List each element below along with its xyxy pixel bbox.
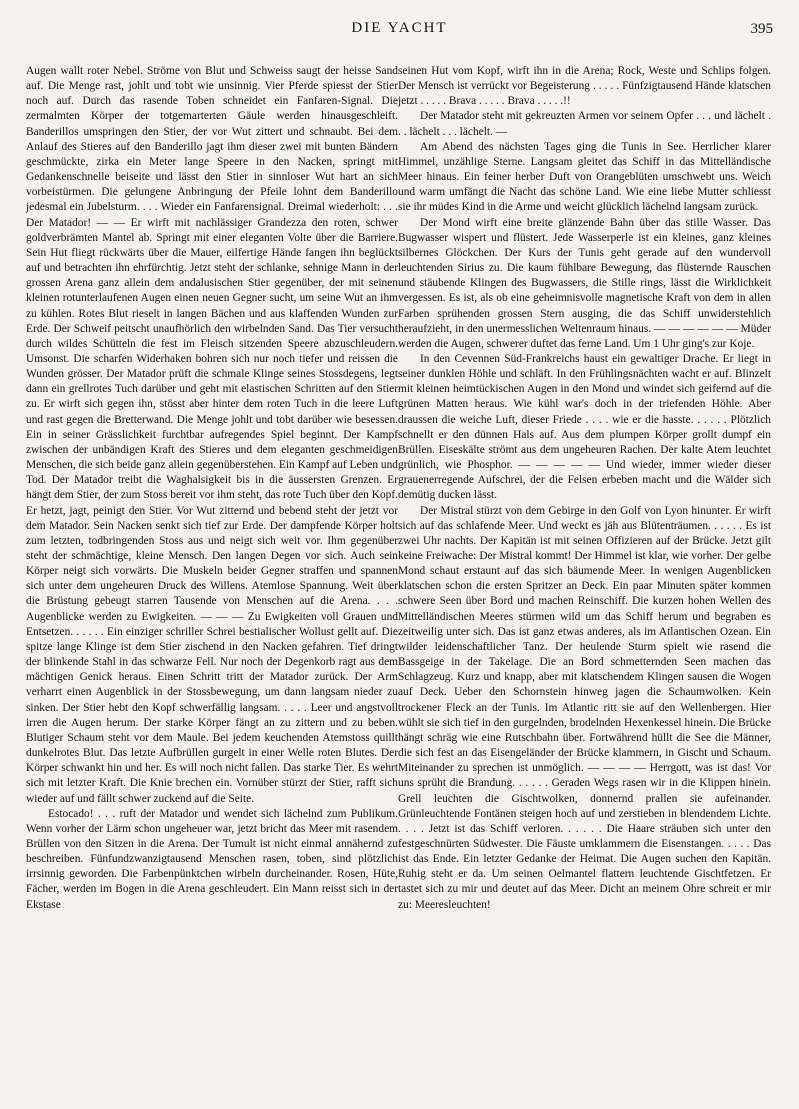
paragraph: Estocado! . . . ruft der Matador und wendet sich lächelnd zum Publikum. Wenn vorher der Lärm schon ungeheuer war, jetzt bricht das Meer mit rasendem Brüllen von den Sitzen in die Arena. Der Tumult ist nicht einmal annähernd zu beschreiben. Fünfundzwanzigtausend Menschen rasen, toben, sind plötzlich irrsinnig geworden. Die Farbenpünktchen wirbeln durcheinander. Rosen, Hüte, Fächer, werden im Bogen in die Arena geschleudert. Ein Mann reisst sich in der Ekstase [26, 807, 398, 911]
page-header [26, 18, 773, 44]
paragraph: Der Mistral stürzt von dem Gebirge in den Golf von Lyon hinunter. Er wirft sich auf das schlafende Meer. Und weckt es jäh aus Blütenträumen. . . . . . Es ist zwei Uhr nachts. Der Kapitän ist mit seinen Offizieren auf der Brücke. Jetzt gilt keine Freiwache: Der Mistral kommt! Der Himmel ist klar, wie vorher. Der gelbe Mond schaut erstaunt auf das sich bäumende Meer. In wenigen Augenblicken klatschen schon die ersten Spritzer an Deck. Ein paar Minuten später kommen schwere Seen über Bord und machen Reinschiff. Die kurzen hohen Wellen des Mittelländischen Meeres stürmen wild um das Schiff herum und begraben es zeitweilig unter sich. Das ist ganz etwas anderes, als im Atlantischen Ozean. Ein wilder leidenschaftlicher Tanz. Der heulende Sturm spielt wie rasend die Bassgeige in der Takelage. Die an Bord schmetternden Seen machen das Schlagzeug. Kurz und knapp, aber mit klatschendem Klingen sausen die Wogen auf Deck. Ueber den Schornstein hinweg jagen die Schaumwolken. Kein trockener Fleck an der Tunis. Im Atlantic ritt sie auf den Wellenbergen. Hier wühlt sie sich tief in den gurgelnden, brodelnden Hexenkessel hinein. Die Brücke hängt schräg wie eine Rutschbahn über. Fortwährend hüllt die See die Männer, die sich fest an das Eisengeländer der Brücke klammern, in Gischt und Schaum. Miteinander zu sprechen ist unmöglich. — — — — Herrgott, was ist das! Vor uns sprüht die Brandung. . . . . . Geraden Wegs rasen wir in die Klippen hinein. Grell leuchten die Gischtwolken, donnernd prallen sie aufeinander. Grünleuchtende Fontänen steigen hoch auf und zerstieben in blendendem Lichte. . . . . Jetzt ist das Schiff verloren. . . . . . Die Haare sträuben sich unter den festgeschnürten Südwester. Die Fäuste umklammern die Eisenstangen. . . . . Das ist das Ende. Ein letzter Gedanke der Heimat. Die Augen suchen den Kapitän. Ruhig steht er da. Um seinen Oelmantel flattern leuchtende Gischtfetzen. Er tastet sich zu mir und deutet auf das Meer. Dicht an meinem Ohre schreit er mir zu: Meeresleuchten! [398, 504, 771, 911]
paragraph: Der Mond wirft eine breite glänzende Bahn über das stille Wasser. Das Bugwasser wispert und flüstert. Jede Wasserperle ist ein kleines, ganz kleines silbernes Glöckchen. Der Kurs der Tunis geht gerade auf den wundervoll leuchtenden Sirius zu. Die kaum fühlbare Bewegung, das flüsternde Rauschen und stäubende Klingen des Bugwassers, die Stille rings, lässt die Wirklichkeit vergessen. Es ist, als ob eine geheimnisvolle magnetische Kraft von dem in allen Farben sprühenden grossen Stern ausging, die das Schiff unwiderstehlich heraufzieht, in den unermesslichen Weltenraum hinaus. — — — — — — Müder werden die Augen, schwerer duftet das ferne Land. Um 1 Uhr ging's zur Koje. [398, 216, 771, 350]
paragraph: Am Abend des nächsten Tages ging die Tunis in See. Herrlicher klarer Himmel, unzählige Sterne. Langsam gleitet das Schiff in das Mittelländische Meer hinaus. Ein feiner herber Duft von Orangeblüten umschwebt uns. Weich und warm umfängt die Nacht das schöne Land. Wie eine liebe Mutter schliesst sie ihr müdes Kind in die Arme und weicht glücklich lächelnd langsam zurück. [398, 140, 771, 214]
running-title: DIE YACHT [351, 20, 448, 36]
paragraph: Der Matador steht mit gekreuzten Armen vor seinem Opfer . . . und lächelt . . . lächelt . . . lächelt. — [398, 110, 771, 138]
page-number: 395 [750, 21, 773, 37]
paragraph: In den Cevennen Süd-Frankreichs haust ein gewaltiger Drache. Er liegt in seiner dunklen Höhle und schläft. In den Frühlingsnächten wacht er auf. Blinzelt mit kleinen heimtückischen Augen in den Mond und windet sich geifernd auf die grünen Matten heraus. Wie kühl war's doch in der triefenden Höhle. Aber draussen die weiche Luft, dieser Friede . . . . wie er die hasste. . . . . . Plötzlich schnellt er den dünnen Hals auf. Aus dem plumpen Körper grollt dumpf ein Brüllen. Eiseskälte strömt aus dem ungeheuren Rachen. Der kalte Atem leuchtet grünlich, wie Phosphor. — — — — — Und wieder, immer wieder dieser grauenerregende Aufschrei, der die Felsen erbeben macht und die Wälder sich demütig ducken lässt. [398, 352, 771, 502]
right-column [398, 64, 771, 913]
left-column [26, 64, 398, 913]
paragraph: seinen Hut vom Kopf, wirft ihn in die Arena; Rock, Weste und Schlips folgen. Der Mensch ist verrückt vor Begeisterung . . . . . Fünfzigtausend Hände klatschen jetzt . . . . . Brava . . . . . Brava . . . . .!! [398, 65, 771, 108]
paragraph: Augen wallt roter Nebel. Ströme von Blut und Schweiss saugt der heisse Sand auf. Die Menge rast, johlt und tobt wie unsinnig. Vier Pferde spiesst der Stier noch auf. Durch das rasende Toben schneidet ein Fanfaren-Signal. Die zermalmten Körper der totgemarterten Gäule werden hinausgeschleift. Banderillos umspringen den Stier, der vor Wut zittert und schnaubt. Bei dem Anlauf des Stieres auf den Banderillo jagt ihm dieser zwei mit bunten Bändern geschmückte, zirka ein Meter lange Speere in den Nacken, springt mit Gedankenschnelle beiseite und lässt den Stier in sinnloser Wut hart an sich vorbeistürmen. Die gelungene Anbringung der Pfeile lohnt dem Banderillo jedesmal ein Jubelsturm. . . . Wieder ein Fanfarensignal. Dreimal wiederholt: . . . Der Matador! — — Er wirft mit nachlässiger Grandezza den roten, schwer goldverbrämten Mantel ab. Springt mit einer eleganten Volte über die Barriere. Sein Hut fliegt rückwärts über die Mauer, eilfertige Hände fangen ihn beglückt auf und betrachten ihn ehrfürchtig. Jetzt steht der schlanke, sehnige Mann in der grossen Arena ganz allein dem andalusischen Stier gegenüber, der mit seinen kleinen rotunterlaufenen Augen einen neuen Gegner sucht, um seine Wut an ihm zu kühlen. Rotes Blut rieselt in langen Bächen und aus klaffenden Wunden zur Erde. Der Schweif peitscht unaufhörlich den wirbelnden Sand. Das Tier versucht durch wildes Schütteln die fest im Fleisch sitzenden Speere abzuschleudern. Umsonst. Die scharfen Widerhaken bohren sich nur noch tiefer und reissen die Wunden grösser. Der Matador prüft die schmale Klinge seines Stossdegens, legt dann ein grellrotes Tuch darüber und geht mit elastischen Schritten auf den Stier zu. Er wirft sich gegen ihn, stösst aber hinter dem roten Tuch in die leere Luft und rast gegen die Bretterwand. Die Menge johlt und tobt darüber wie besessen. Ein in seiner Grässlichkeit furchtbar aufregendes Spiel beginnt. Der Kampf zwischen der unbändigen Kraft des Stieres und dem eleganten geschmeidigen Menschen, die sich beide ganz allein gegenüberstehen. Ein Kampf auf Leben und Tod. Der Matador treibt die Waghalsigkeit bis in die äussersten Grenzen. Er hängt dem Stier, der zum Stoss bereit vor ihm steht, das rote Tuch über den Kopf. Er hetzt, jagt, peinigt den Stier. Vor Wut zitternd und bebend steht der jetzt vor dem Matador. Sein Nacken senkt sich tief zur Erde. Der dampfende Körper holt zum letzten, todbringenden Stoss aus und neigt sich weit vor. Ihm gegenüber steht der schmächtige, kleine Mensch. Den langen Degen vor sich. Auch sein Körper neigt sich vorwärts. Die Muskeln beider Gegner straffen und spannen sich unter dem ungeheuren Druck des Willens. Atemlose Spannung. Weit über die Brüstung gebeugt starren Tausende von Menschen auf die Arena. . . . Augenblicke werden zu Ewigkeiten. — — — Zu Ewigkeiten voll Grauen und Entsetzen. . . . . . Ein einziger schriller Schrei bestialischer Wollust gellt auf. Die spitze lange Klinge ist dem Stier zischend in den Nacken gefahren. Tief dringt der blinkende Stahl in das schwarze Fell. Nur noch der Degenkorb ragt aus dem mächtigen Genick heraus. Einen Schritt tritt der Matador zurück. Der Arm verharrt einen Augenblick in der Stossbewegung, um dann langsam nieder zu sinken. Der Stier hebt den Kopf schwerfällig langsam. . . . . Leer und angstvoll irren die Augen herum. Der starke Körper fängt an zu zittern und zu beben. Blutiger Schaum steht vor dem Maule. Bei jedem keuchenden Atemstoss quillt dunkelrotes Blut. Das letzte Aufbrüllen gurgelt in einer Welle roten Blutes. Der Körper schwankt hin und her. Es will noch nicht fallen. Das starke Tier. Es wehrt sich mit letzter Kraft. Die Knie brechen ein. Vornüber stürzt der Stier, rafft sich wieder auf und fällt schwer zuckend auf die Seite. [26, 65, 398, 805]
